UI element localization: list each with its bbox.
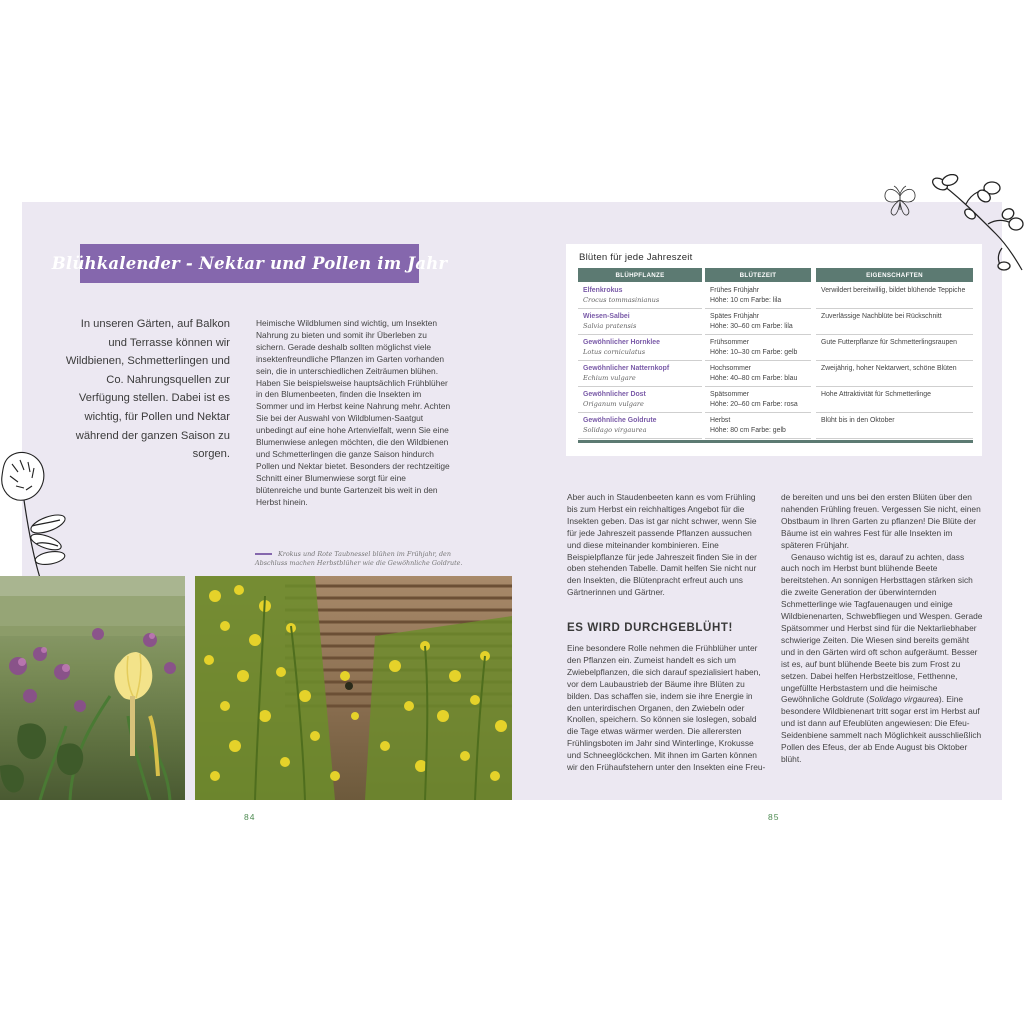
bloom-details: Höhe: 40–80 cm Farbe: blau <box>710 374 798 382</box>
table-header-time: BLÜTEZEIT <box>705 268 811 282</box>
properties-cell: Zweijährig, hoher Nektarwert, schöne Blüten <box>816 361 973 387</box>
plant-cell <box>578 309 702 335</box>
time-cell <box>705 309 811 335</box>
plant-name: Wiesen-Salbei <box>583 313 630 320</box>
body-text-middle-2: Eine besondere Rolle nehmen die Frühblüher unter den Pflanzen ein. Zumeist handelt es sich um Zwiebelpflanzen, die sich darauf spezialisiert haben, vor dem Laubaustrieb der Bäume ihre Blüten zu bilden. Das schaffen sie, indem sie ihre Energie in den unterirdischen Organen, den Zwiebeln oder Knollen, speichern. So können sie loslegen, sobald die Tage etwas wärmer werden. Die allerersten Frühlingsboten im Jahr sind Winterlinge, Krokusse und Schneeglöckchen. Mit ihnen im Garten können wir den Frühaufstehern unter den Insekten eine Freu- <box>567 643 766 773</box>
time-cell <box>705 413 811 439</box>
plant-cell <box>578 361 702 387</box>
bloom-details: Höhe: 20–60 cm Farbe: rosa <box>710 400 798 408</box>
plant-latin: Solidago virgaurea <box>583 425 647 434</box>
bloom-table-card <box>566 244 982 456</box>
page-title: Blühkalender - Nektar und Pollen im Jahr <box>51 254 448 273</box>
right-paragraph-2-a: Genauso wichtig ist es, darauf zu achten, dass auch noch im Herbst bunt blühende Beete bereitstehen. An sonnigen Herbsttagen stärken sich die zweite Generation der überwinternden Schmetterlinge wie Tagfauenaugen und einige Wildbienenarten, Schwebfliegen und Wespen. Gerade Spätsommer und Herbst sind für die Nektarliebhaber schwierige Zeiten. Die Wiesen sind bereits gemäht und in den Gärten wird oft schon aufgeräumt. Besser ist es, auf bunt blühende Beete bis zum Frost zu setzen. Dabei helfen Herbstzeitlose, Fetthenne, ungefüllte Herbstastern und die heimische Gewöhnliche Goldrute ( <box>781 551 983 705</box>
properties-cell: Hohe Attraktivität für Schmetterlinge <box>816 387 973 413</box>
plant-name: Gewöhnlicher Dost <box>583 391 646 398</box>
table-bottom-rule <box>578 440 973 443</box>
table-row <box>578 387 973 413</box>
plant-cell <box>578 387 702 413</box>
page-number-left: 84 <box>244 812 256 822</box>
properties-cell: Verwildert bereitwillig, bildet blühende Teppiche <box>816 283 973 309</box>
page-number-right: 85 <box>768 812 780 822</box>
time-cell <box>705 335 811 361</box>
right-paragraph-1: de bereiten und uns bei den ersten Blüten über den nahenden Frühling freuen. Vergessen Sie nicht, einen Obstbaum in Ihren Garten zu pflanzen! Die Blüte der Bäume ist ein wahres Fest für alle Insekten im späteren Frühjahr. <box>781 492 981 550</box>
right-paragraph-2 <box>781 552 984 766</box>
plant-name: Gewöhnlicher Hornklee <box>583 339 660 346</box>
right-paragraph-2-b: ). Eine besondere Wildbienenart tritt sogar erst im Herbst auf und ist dann auf Efeublüten angewiesen: Die Efeu-Seidenbiene sammelt nach Möglichkeit ausschließlich Pollen des Efeus, der ab Ende August bis Oktober blüht. <box>781 694 982 764</box>
plant-name: Gewöhnliche Goldrute <box>583 417 657 424</box>
plant-cell <box>578 283 702 309</box>
plant-name: Gewöhnlicher Natternkopf <box>583 365 670 372</box>
time-cell <box>705 361 811 387</box>
bloom-details: Höhe: 80 cm Farbe: gelb <box>710 426 786 434</box>
goldenrod-photo-illustration <box>195 576 512 800</box>
bloom-time: Herbst <box>710 417 731 424</box>
body-text-left: Heimische Wildblumen sind wichtig, um Insekten Nahrung zu bieten und somit ihr Überleben zu sichern. Gerade deshalb sollten möglichst viele insektenfreundliche Pflanzen im Garten vorhanden sein, die in unterschiedlichen Zeiträumen blühen. Haben Sie beispielsweise hauptsächlich Frühblüher in den Blumenbeeten, finden die Insekten im Sommer und im Herbst keine Nahrung mehr. Achten Sie bei der Auswahl von Wildblumen-Saatgut unbedingt auf eine hohe Artenvielfalt, wenn Sie eine Blumenwiese anlegen möchten, die den Wildbienen und Schmetterlingen die ganze Saison hindurch Pollen und Nektar bietet. Besonders der rechtzeitige Schnitt einer Blumenwiese sorgt für eine blütenreiche und bunte Gartenzeit bis weit in den Herbst hinein. <box>256 318 451 507</box>
plant-cell <box>578 413 702 439</box>
time-cell <box>705 387 811 413</box>
plant-latin: Echium vulgare <box>583 373 636 382</box>
photo-caption <box>255 550 485 568</box>
bloom-time: Hochsommer <box>710 365 751 372</box>
bloom-details: Höhe: 10–30 cm Farbe: gelb <box>710 348 798 356</box>
table-header-properties: EIGENSCHAFTEN <box>816 268 973 282</box>
caption-text: Krokus und Rote Taubnessel blühen im Frühjahr, den Abschluss machen Herbstblüher wie die Gewöhnliche Goldrute. <box>255 550 463 568</box>
table-row <box>578 309 973 335</box>
table-row <box>578 413 973 439</box>
properties-cell: Zuverlässige Nachblüte bei Rückschnitt <box>816 309 973 335</box>
time-cell <box>705 283 811 309</box>
body-text-middle: Aber auch in Staudenbeeten kann es vom Frühling bis zum Herbst ein reichhaltiges Angebot für die Insekten geben. Das ist gar nicht schwer, wenn Sie für jede Jahreszeit passende Pflanzen aussuchen und diese miteinander kombinieren. Eine Beispielpflanze für jede Jahreszeit finden Sie in der oben stehenden Tabelle. Damit helfen Sie nicht nur den Insekten, die Blütenpracht erfreut auch uns Gärtnerinnen und Gärtner. <box>567 492 757 598</box>
crocus-photo <box>0 576 185 800</box>
plant-name: Elfenkrokus <box>583 287 623 294</box>
section-heading: ES WIRD DURCHGEBLÜHT! <box>567 622 733 634</box>
caption-marker <box>255 553 272 556</box>
table-row <box>578 283 973 309</box>
title-banner <box>51 244 448 283</box>
bloom-details: Höhe: 30–60 cm Farbe: lila <box>710 322 793 330</box>
bloom-time: Frühes Frühjahr <box>710 287 760 294</box>
body-text-right <box>781 492 984 766</box>
butterfly-illustration <box>880 184 920 222</box>
plant-latin: Lotus corniculatus <box>583 347 646 356</box>
clover-illustration <box>0 448 72 578</box>
properties-cell: Gute Futterpflanze für Schmetterlingsraupen <box>816 335 973 361</box>
table-row <box>578 335 973 361</box>
bloom-time: Spätsommer <box>710 391 750 398</box>
plant-cell <box>578 335 702 361</box>
right-paragraph-2-italic: Solidago virgaurea <box>868 694 939 705</box>
bloom-time: Spätes Frühjahr <box>710 313 760 320</box>
plant-latin: Salvia pratensis <box>583 321 637 330</box>
table-header-plant: BLÜHPFLANZE <box>578 268 702 282</box>
bloom-details: Höhe: 10 cm Farbe: lila <box>710 296 782 304</box>
plant-latin: Crocus tommasinianus <box>583 295 660 304</box>
table-row <box>578 361 973 387</box>
plant-latin: Origanum vulgare <box>583 399 644 408</box>
crocus-photo-illustration <box>0 576 185 800</box>
properties-cell: Blüht bis in den Oktober <box>816 413 973 439</box>
goldenrod-photo <box>195 576 512 800</box>
table-title: Blüten für jede Jahreszeit <box>579 252 693 263</box>
intro-text: In unseren Gärten, auf Balkon und Terrasse können wir Wildbienen, Schmetterlingen und Co. Nahrungsquellen zur Verfügung stellen. Dabei ist es wichtig, für Pollen und Nektar während der ganzen Saison zu sorgen. <box>65 318 230 461</box>
bloom-time: Frühsommer <box>710 339 750 346</box>
